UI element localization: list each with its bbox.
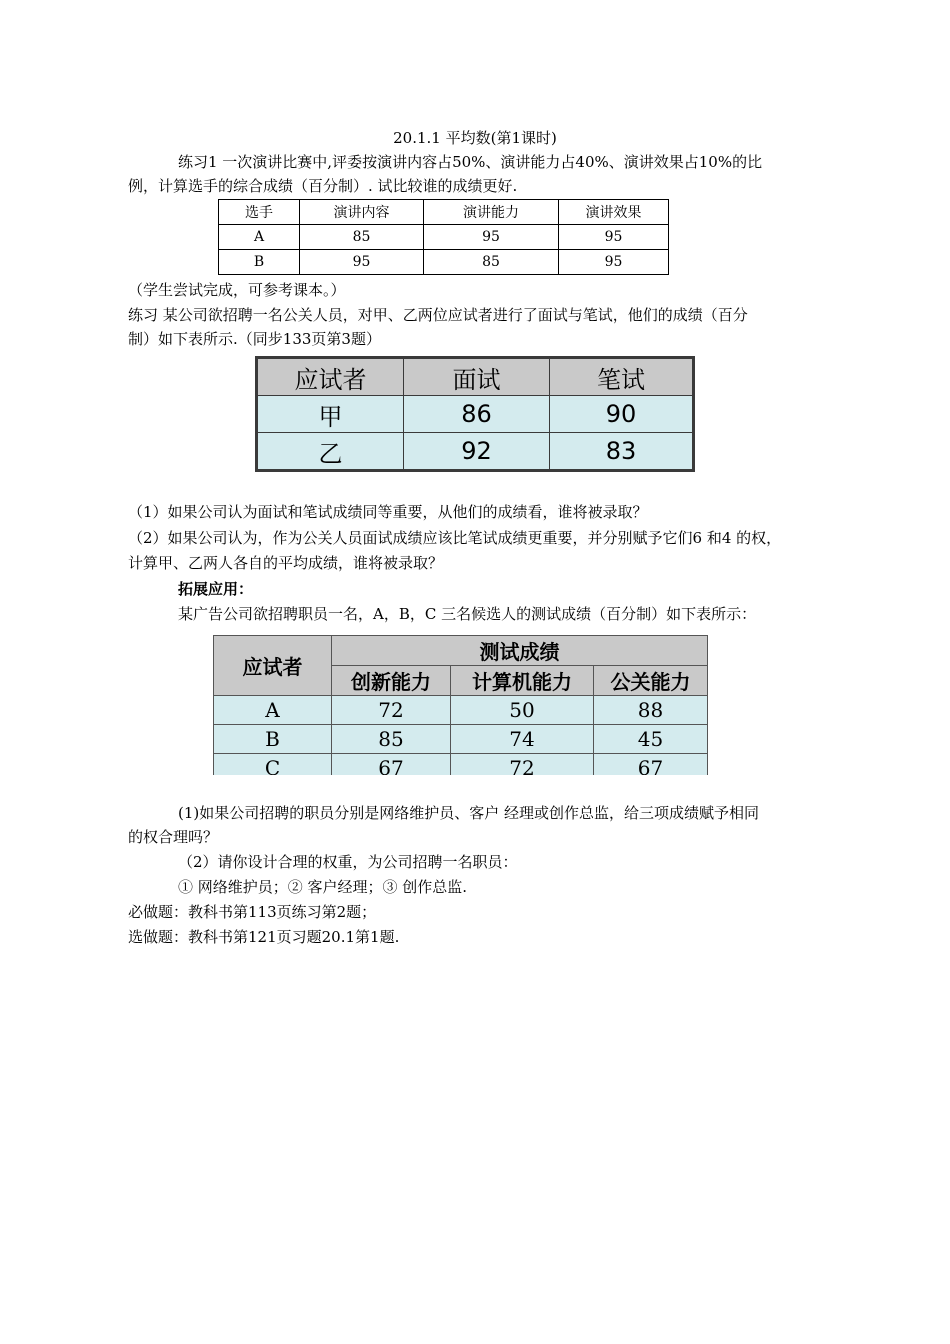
exercise2-question1: （1）如果公司认为面试和笔试成绩同等重要，从他们的成绩看，谁将被录取？ (128, 503, 648, 521)
exercise1-line1: 练习1 一次演讲比赛中,评委按演讲内容占50%、演讲能力占40%、演讲效果占10%的比 (178, 153, 763, 171)
extension-intro: 某广告公司欲招聘职员一名，A，B，C 三名候选人的测试成绩（百分制）如下表所示： (178, 605, 757, 623)
table-cell: B (214, 725, 332, 754)
exercise1-note: （学生尝试完成，可参考课本。） (128, 281, 346, 299)
table-cell: 92 (404, 433, 550, 471)
table-cell: 67 (594, 754, 708, 776)
table-header-cell: 演讲内容 (300, 200, 424, 225)
table-cell: 86 (404, 396, 550, 433)
table-row (219, 225, 669, 250)
table-cell: 95 (559, 225, 669, 250)
extension-question1-line2: 的权合理吗？ (128, 828, 219, 846)
extension-question2: （2）请你设计合理的权重，为公司招聘一名职员： (178, 853, 518, 871)
table-cell: C (214, 754, 332, 776)
table-row (214, 725, 708, 754)
interview-score-table (255, 356, 695, 472)
table-cell: 乙 (257, 433, 404, 471)
candidate-table-clip (212, 634, 710, 775)
table-cell: 72 (451, 754, 594, 776)
table-header-cell: 公关能力 (594, 666, 708, 696)
table-cell: 85 (300, 225, 424, 250)
table-cell: 67 (332, 754, 451, 776)
table-header-cell: 选手 (219, 200, 300, 225)
required-homework: 必做题：教科书第113页练习第2题； (128, 903, 377, 921)
table-cell: 95 (559, 250, 669, 275)
table-header-cell: 面试 (404, 358, 550, 396)
table-header-row (214, 636, 708, 666)
table-cell: 50 (451, 696, 594, 725)
table-header-cell: 应试者 (257, 358, 404, 396)
table-row (219, 250, 669, 275)
table-cell: 95 (300, 250, 424, 275)
optional-homework: 选做题：教科书第121页习题20.1第1题. (128, 928, 400, 946)
extension-question1-line1: (1)如果公司招聘的职员分别是网络维护员、客户 经理或创作总监，给三项成绩赋予相同 (178, 804, 760, 822)
table-cell: 90 (550, 396, 694, 433)
table-cell: 72 (332, 696, 451, 725)
table-header-cell: 计算机能力 (451, 666, 594, 696)
table-cell: 95 (424, 225, 559, 250)
exercise1-line2: 例，计算选手的综合成绩（百分制）. 试比较谁的成绩更好. (128, 177, 518, 195)
page-title: 20.1.1 平均数(第1课时) (393, 129, 557, 147)
exercise2-line1: 练习 某公司欲招聘一名公关人员，对甲、乙两位应试者进行了面试与笔试，他们的成绩（百分 (128, 306, 748, 324)
table-cell: 45 (594, 725, 708, 754)
table-cell: 74 (451, 725, 594, 754)
extension-heading: 拓展应用： (178, 580, 254, 598)
table-header-row (219, 200, 669, 225)
table-cell: 85 (332, 725, 451, 754)
extension-question2-options: ① 网络维护员；② 客户经理；③ 创作总监. (178, 878, 468, 896)
exercise2-line2: 制）如下表所示.（同步133页第3题） (128, 330, 381, 348)
table-row (257, 433, 694, 471)
speech-score-table (218, 199, 669, 275)
table-row (214, 754, 708, 776)
table-header-cell: 演讲能力 (424, 200, 559, 225)
table-row (257, 396, 694, 433)
table-header-cell: 创新能力 (332, 666, 451, 696)
table-header-cell: 笔试 (550, 358, 694, 396)
table-cell: B (219, 250, 300, 275)
table-row (214, 696, 708, 725)
table-header-cell: 应试者 (214, 636, 332, 696)
candidate-score-table (213, 635, 708, 775)
table-cell: 甲 (257, 396, 404, 433)
table-header-group: 测试成绩 (332, 636, 708, 666)
exercise2-question2-line2: 计算甲、乙两人各自的平均成绩，谁将被录取？ (128, 554, 444, 572)
table-cell: A (219, 225, 300, 250)
table-cell: 83 (550, 433, 694, 471)
table-cell: A (214, 696, 332, 725)
table-header-cell: 演讲效果 (559, 200, 669, 225)
table-cell: 88 (594, 696, 708, 725)
table-cell: 85 (424, 250, 559, 275)
table-header-row (257, 358, 694, 396)
exercise2-question2-line1: （2）如果公司认为，作为公关人员面试成绩应该比笔试成绩更重要，并分别赋予它们6 和4 的权， (128, 529, 782, 547)
